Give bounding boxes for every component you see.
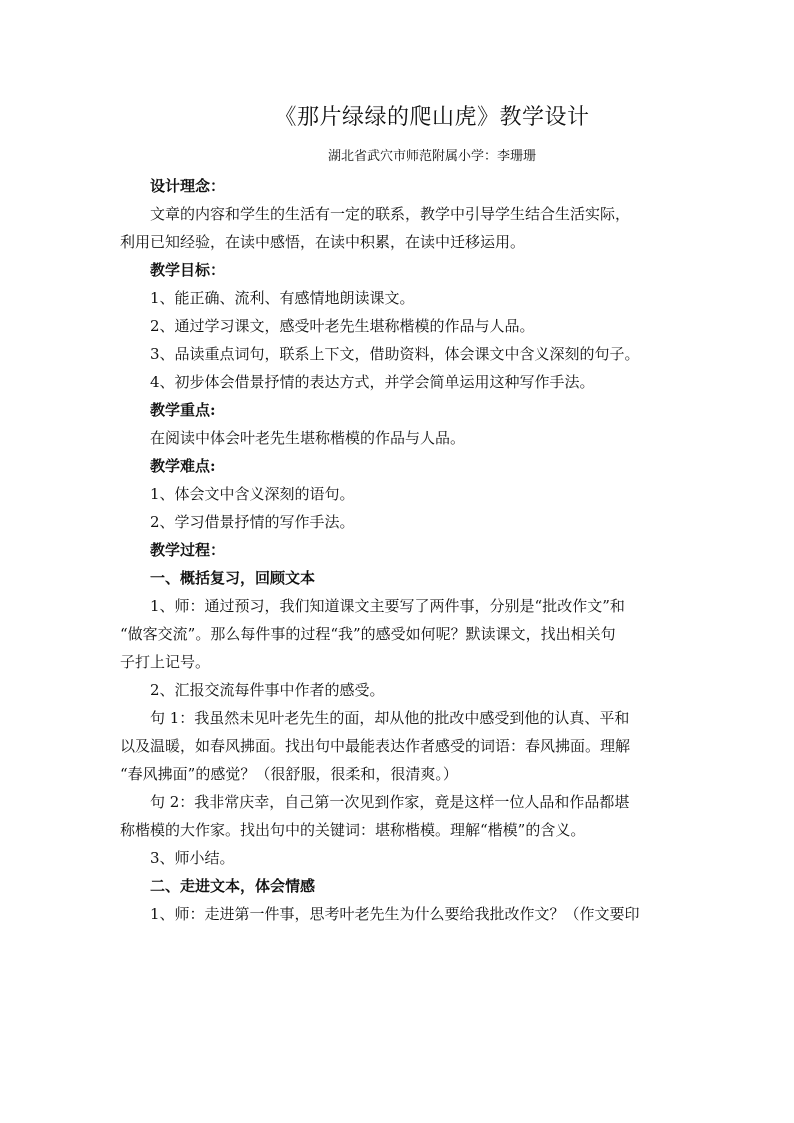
document-title: 《那片绿绿的爬山虎》教学设计 (274, 105, 590, 130)
paragraph-line: 以及温暖，如春风拂面。找出句中最能表达作者感受的词语：春风拂面。理解 (120, 737, 631, 755)
section-heading: 一、概括复习，回顾文本 (150, 569, 316, 587)
section-heading: 教学重点: (150, 401, 216, 419)
paragraph-line: 1、能正确、流利、有感情地朗读课文。 (150, 289, 415, 307)
paragraph-line: 2、学习借景抒情的写作手法。 (150, 513, 355, 531)
paragraph-line: 称楷模的大作家。找出句中的关键词：堪称楷模。理解“楷模”的含义。 (120, 821, 586, 839)
paragraph-line: 句 2：我非常庆幸，自己第一次见到作家，竟是这样一位人品和作品都堪 (150, 793, 630, 811)
paragraph-line: 1、师：通过预习，我们知道课文主要写了两件事，分别是“批改作文”和 (150, 597, 625, 615)
paragraph-line: 2、汇报交流每件事中作者的感受。 (150, 681, 385, 699)
paragraph-line: 1、体会文中含义深刻的语句。 (150, 485, 355, 503)
document-body (120, 172, 680, 928)
section-heading: 设计理念： (150, 177, 226, 195)
paragraph-line: 文章的内容和学生的生活有一定的联系，教学中引导学生结合生活实际， (150, 205, 631, 223)
paragraph-line: “做客交流”。那么每件事的过程“我”的感受如何呢？默读课文，找出相关句 (120, 625, 616, 643)
author-line: 湖北省武穴市师范附属小学：李珊珊 (327, 149, 536, 164)
paragraph-line: 3、师小结。 (150, 849, 235, 867)
section-heading: 教学过程： (150, 541, 226, 559)
section-heading: 教学难点: (150, 457, 216, 475)
section-heading: 二、走进文本，体会情感 (150, 877, 316, 895)
paragraph-line: 1、师：走进第一件事，思考叶老先生为什么要给我批改作文？（作文要印 (150, 905, 640, 923)
paragraph-line: 句 1：我虽然未见叶老先生的面，却从他的批改中感受到他的认真、平和 (150, 709, 630, 727)
paragraph-line: 2、通过学习课文，感受叶老先生堪称楷模的作品与人品。 (150, 317, 535, 335)
paragraph-line: 4、初步体会借景抒情的表达方式，并学会简单运用这种写作手法。 (150, 373, 595, 391)
section-heading: 教学目标： (150, 261, 226, 279)
paragraph-line: “春风拂面”的感觉？（很舒服，很柔和，很清爽。） (120, 765, 458, 783)
paragraph-line: 利用已知经验，在读中感悟，在读中积累，在读中迁移运用。 (120, 233, 526, 251)
paragraph-line: 3、品读重点词句，联系上下文，借助资料，体会课文中含义深刻的句子。 (150, 345, 640, 363)
paragraph-line: 在阅读中体会叶老先生堪称楷模的作品与人品。 (150, 429, 466, 447)
paragraph-line: 子打上记号。 (120, 653, 211, 671)
